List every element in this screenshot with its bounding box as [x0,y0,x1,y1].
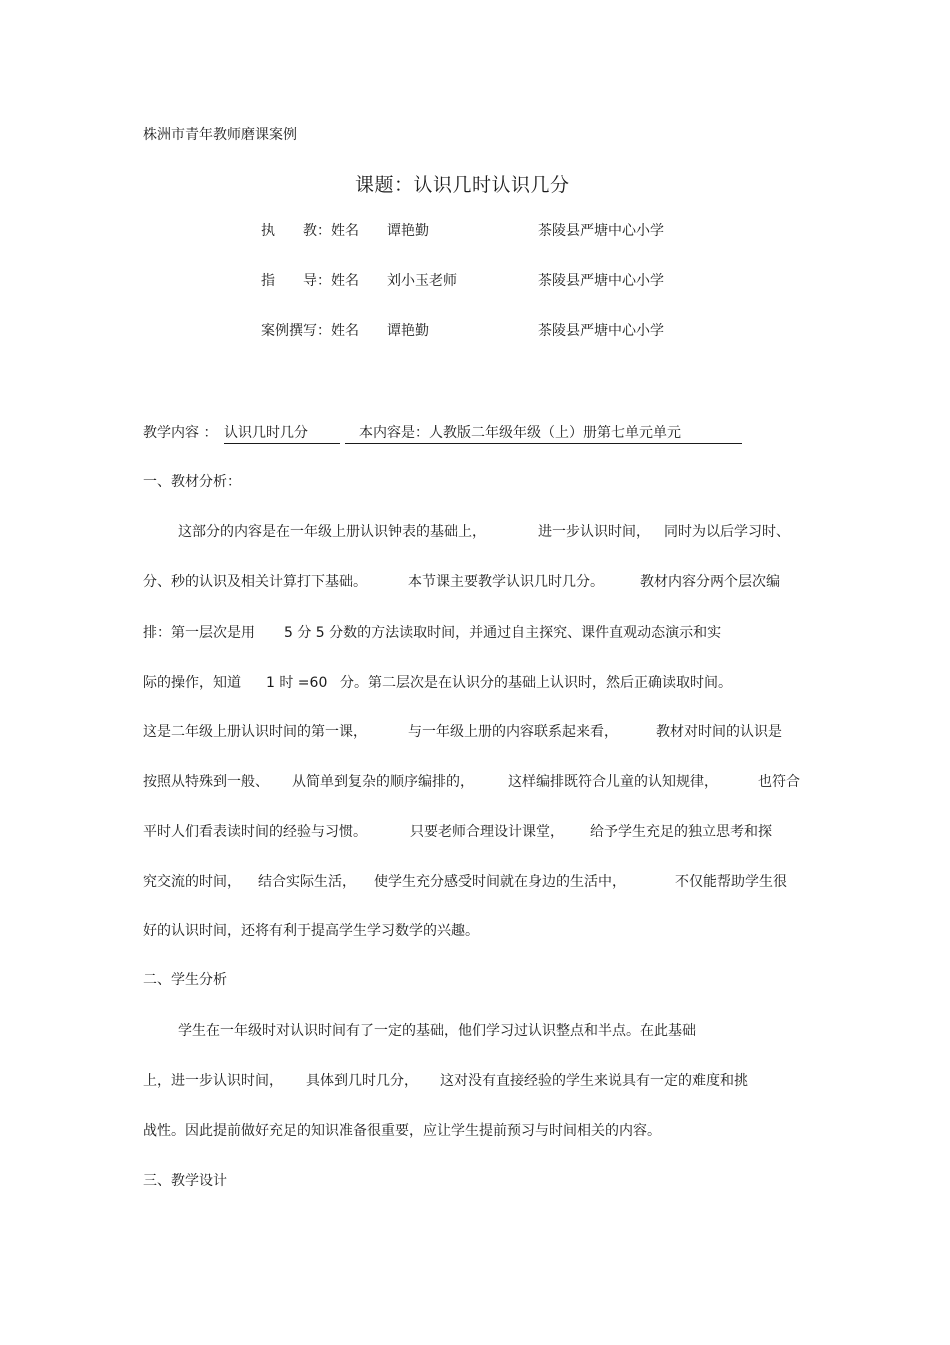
staff-role-teacher: 执 教：姓名 [261,223,359,239]
content-topic: 认识几时几分 [224,422,340,444]
paragraph-text: 不仅能帮助学生很 [675,874,787,890]
staff-school-teacher: 茶陵县严塘中心小学 [538,223,664,239]
staff-name-writer: 谭艳勤 [387,323,429,339]
paragraph-text: 教材对时间的认识是 [656,724,782,740]
staff-role-writer: 案例撰写：姓名 [261,323,359,339]
section-heading-design: 三、教学设计 [143,1173,227,1189]
staff-school-guide: 茶陵县严塘中心小学 [538,273,664,289]
paragraph-text: 好的认识时间，还将有利于提高学生学习数学的兴趣。 [143,923,479,939]
paragraph-text: 进一步认识时间， [538,524,650,540]
paragraph-text: 教材内容分两个层次编 [640,574,780,590]
page-title: 课题：认识几时认识几分 [355,174,570,196]
content-source: 人教版二年级年级（上）册第七单元单元 [429,425,681,441]
staff-name-teacher: 谭艳勤 [387,223,429,239]
paragraph-text: 学生在一年级时对认识时间有了一定的基础，他们学习过认识整点和半点。在此基础 [178,1023,696,1039]
staff-role-guide: 指 导：姓名 [261,273,359,289]
paragraph-text: 究交流的时间， [143,874,241,890]
paragraph-text: 结合实际生活， [258,874,356,890]
paragraph-text: 这样编排既符合儿童的认知规律， [508,774,718,790]
section-heading-students: 二、学生分析 [143,972,227,988]
paragraph-text: 5 分 5 分数的方法读取时间，并通过自主探究、课件直观动态演示和实 [284,625,722,641]
section-heading-material: 一、教材分析： [143,474,241,490]
content-source-line [345,422,742,444]
paragraph-text: 同时为以后学习时、 [664,524,790,540]
paragraph-text: 这是二年级上册认识时间的第一课， [143,724,367,740]
paragraph-text: 平时人们看表读时间的经验与习惯。 [143,824,367,840]
staff-school-writer: 茶陵县严塘中心小学 [538,323,664,339]
paragraph-text: 分。第二层次是在认识分的基础上认识时，然后正确读取时间。 [340,675,732,691]
paragraph-text: 具体到几时几分， [306,1073,418,1089]
content-source-label: 本内容是： [359,425,429,441]
paragraph-text: 给予学生充足的独立思考和探 [590,824,772,840]
paragraph-text: 1 时 =60 [266,675,328,691]
paragraph-text: 也符合 [758,774,800,790]
paragraph-text: 本节课主要教学认识几时几分。 [408,574,604,590]
document-series-label: 株洲市青年教师磨课案例 [143,127,297,143]
paragraph-text: 从简单到复杂的顺序编排的， [292,774,474,790]
paragraph-text: 只要老师合理设计课堂， [410,824,564,840]
staff-name-guide: 刘小玉老师 [387,273,457,289]
paragraph-text: 这对没有直接经验的学生来说具有一定的难度和挑 [440,1073,748,1089]
paragraph-text: 上，进一步认识时间， [143,1073,283,1089]
paragraph-text: 战性。因此提前做好充足的知识准备很重要，应让学生提前预习与时间相关的内容。 [143,1123,661,1139]
paragraph-text: 际的操作，知道 [143,675,241,691]
paragraph-text: 与一年级上册的内容联系起来看， [408,724,618,740]
paragraph-text: 分、秒的认识及相关计算打下基础。 [143,574,367,590]
paragraph-text: 排：第一层次是用 [143,625,255,641]
content-label: 教学内容 ： [143,425,218,441]
paragraph-text: 这部分的内容是在一年级上册认识钟表的基础上， [178,524,486,540]
paragraph-text: 使学生充分感受时间就在身边的生活中， [374,874,626,890]
paragraph-text: 按照从特殊到一般、 [143,774,269,790]
